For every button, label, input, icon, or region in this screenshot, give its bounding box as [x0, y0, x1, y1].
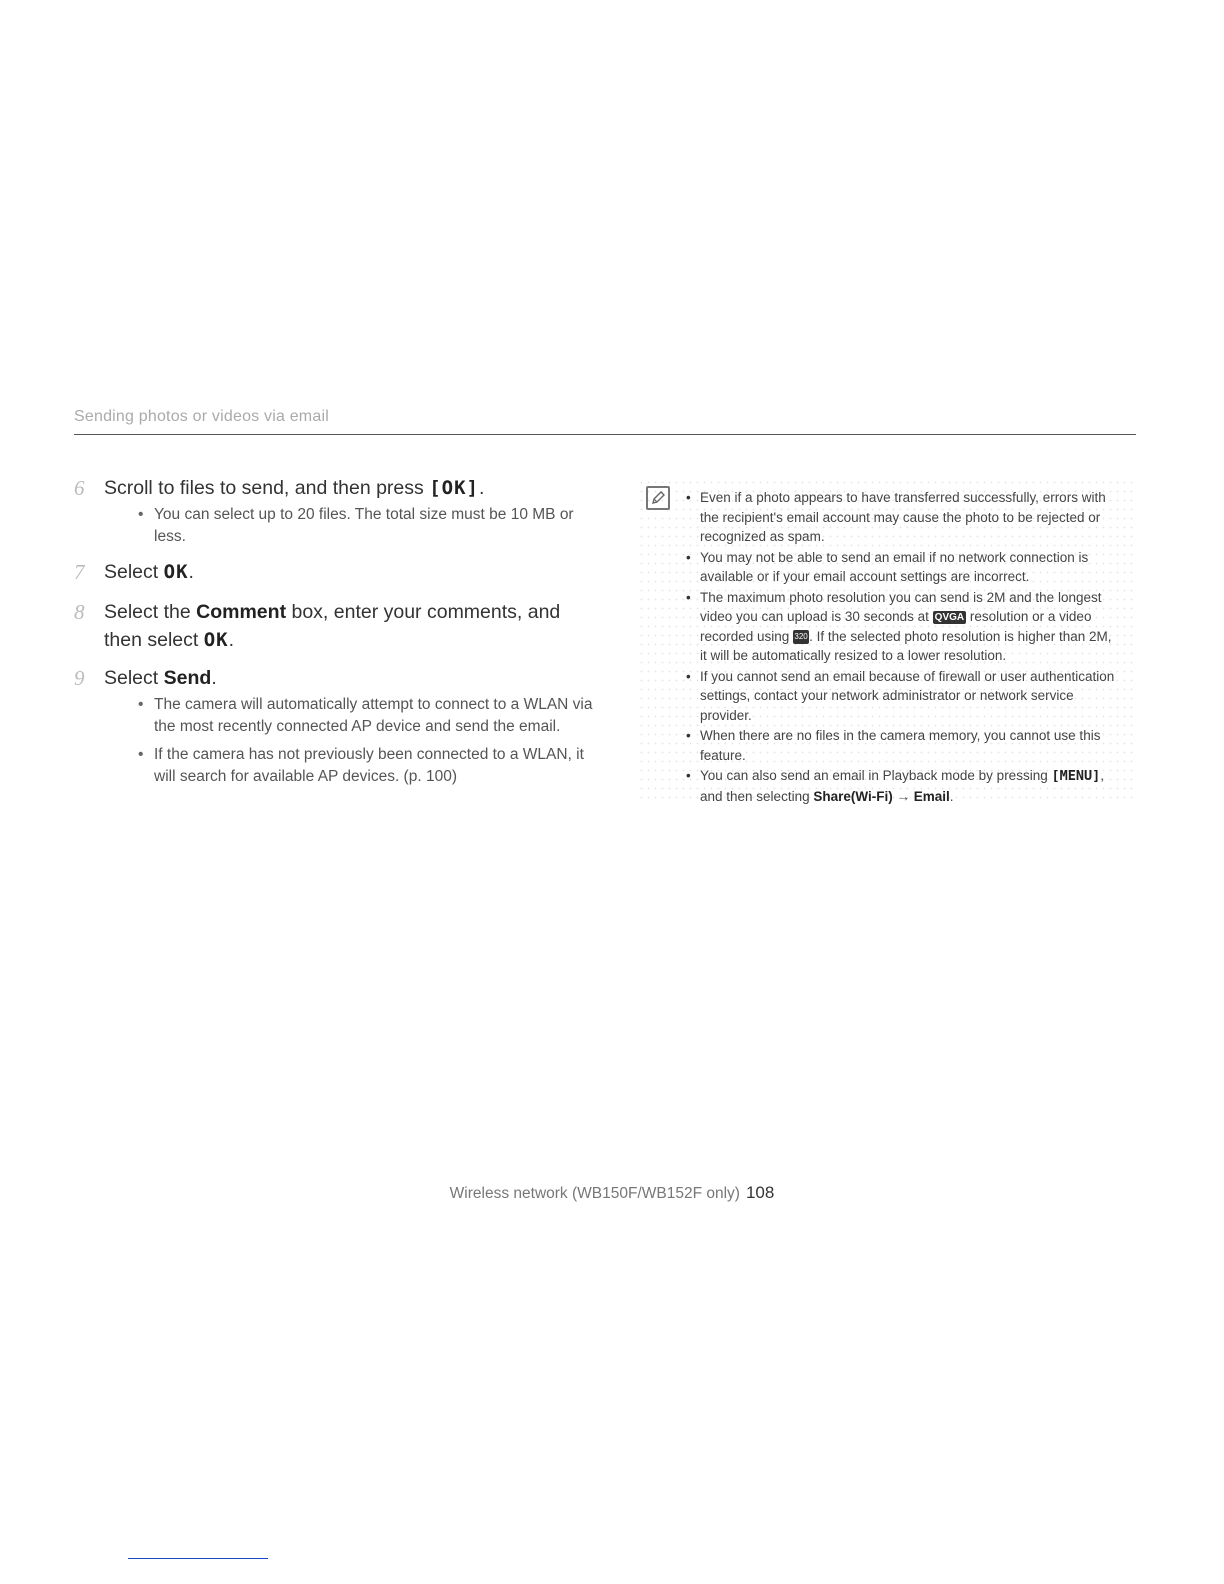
step-9-bullets	[104, 694, 594, 788]
note-list	[638, 478, 1136, 806]
note-item: • When there are no files in the camera memory, you cannot use this feature.	[700, 726, 1118, 765]
footer-section: Wireless network (WB150F/WB152F only)	[449, 1185, 740, 1202]
step-text: Select the	[104, 601, 197, 623]
step-text: Select	[104, 667, 164, 689]
note-item: • You can also send an email in Playback mode by pressing [MENU], and then selecting Share(Wi-Fi) → Email.	[700, 766, 1118, 806]
divider-line	[128, 1558, 268, 1559]
step-number: 8	[74, 600, 85, 624]
qvga-icon: QVGA	[934, 611, 965, 623]
section-title: Sending photos or videos via email	[74, 408, 329, 425]
page-header	[74, 408, 1136, 435]
step-9: 9 Select Send. • The camera will automatically attempt to connect to a WLAN via the most recently connected AP device and send the email. • If the camera has not previously been connected to a WLAN, it will search for available AP devices. (p. 100)	[74, 664, 594, 788]
video-320-icon: 320	[793, 630, 809, 644]
page-number: 108	[745, 1183, 775, 1202]
step-8: 8 Select the Comment box, enter your comments, and then select OK.	[74, 600, 561, 651]
step-7: 7 Select OK.	[74, 560, 194, 584]
ok-key: [OK]	[429, 477, 479, 499]
menu-key: [MENU]	[1051, 768, 1101, 784]
step-number: 7	[74, 560, 85, 584]
ok-key: OK	[203, 629, 229, 651]
step-text: Select	[104, 561, 164, 583]
steps-column	[74, 474, 594, 794]
arrow-icon: →	[896, 788, 910, 804]
email-label: Email	[913, 788, 950, 804]
step-number: 9	[74, 666, 85, 690]
send-label: Send	[163, 667, 212, 689]
note-item: • If you cannot send an email because of firewall or user authentication settings, contact your network administrator or network service provider.	[700, 667, 1118, 726]
note-box	[638, 478, 1136, 805]
bullet-item: • If the camera has not previously been connected to a WLAN, it will search for available AP devices. (p. 100)	[154, 744, 594, 788]
note-item: • The maximum photo resolution you can send is 2M and the longest video you can upload is 30 seconds at QVGA resolution or a video recorded using 320. If the selected photo resolution is higher than 2M, it will be automatically resized to a lower resolution.	[700, 588, 1118, 666]
step-6-bullets	[104, 504, 594, 548]
note-item: • Even if a photo appears to have transferred successfully, errors with the recipient's email account may cause the photo to be rejected or recognized as spam.	[700, 488, 1118, 547]
step-6: 6 Scroll to files to send, and then press [OK]. • You can select up to 20 files. The total size must be 10 MB or less.	[74, 474, 594, 548]
note-item: • You may not be able to send an email if no network connection is available or if your email account settings are incorrect.	[700, 548, 1118, 587]
ok-key: OK	[163, 561, 189, 583]
page-footer	[0, 1183, 1224, 1203]
comment-label: Comment	[196, 601, 287, 623]
bullet-item: • The camera will automatically attempt to connect to a WLAN via the most recently connected AP device and send the email.	[154, 694, 594, 738]
note-pencil-icon	[646, 486, 670, 510]
share-wifi-label: Share(Wi-Fi)	[813, 788, 893, 804]
bullet-item: • You can select up to 20 files. The total size must be 10 MB or less.	[154, 504, 594, 548]
step-number: 6	[74, 476, 85, 500]
step-text: Scroll to files to send, and then press	[104, 477, 430, 499]
